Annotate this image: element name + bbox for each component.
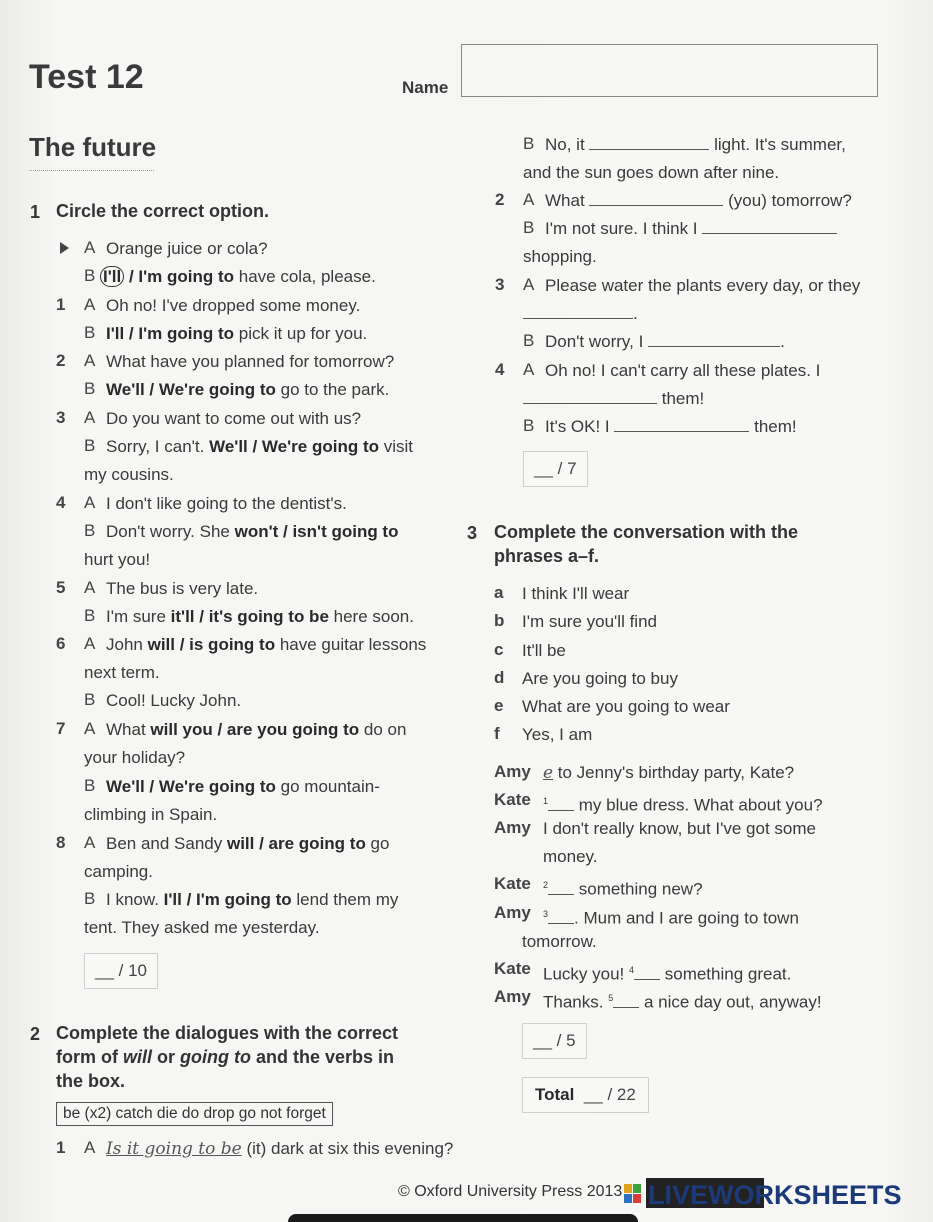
conv-line-2[interactable]: $^1$ my blue dress. What about you? — [543, 795, 823, 815]
copyright-text: © Oxford University Press 2013 — [398, 1183, 623, 1200]
conv-line-5[interactable]: $^3$ . Mum and I are going to town — [543, 908, 799, 928]
example-marker-icon — [60, 242, 69, 254]
section2-score: __ / 7 — [523, 451, 588, 487]
phrase-item: What are you going to wear — [522, 697, 730, 716]
section3-heading: Complete the conversation with the phrases a–f. — [494, 522, 799, 566]
phrase-item: Are you going to buy — [522, 669, 678, 688]
item4-line-b[interactable]: Don't worry. She won't / isn't going to — [106, 522, 399, 541]
item8-line-b[interactable]: I know. I'll / I'm going to lend them my — [106, 890, 399, 909]
worksheet-page: Test 12 Name The future 1 Circle the correct option. A Orange juice or cola? B I'll / I'm going to have cola, please. 1 A Oh no! I've dropped some money. B I'll / I'm going to pick it up for you. 2 A What have you planned for tomorrow? B We'll / We're going to go to the park. 3 A Do you want to come out with us? B Sorry, I can't. We'll / We're going to visit my cousins. 4 A I don't like going to the dentist's. B Don't worry. She won't / isn't going to hurt you! 5 A The bus is very late. B I'm sure it'll / it's going to be here soon. 6 A John will / is going to have guitar lessons next term. B Cool! Lucky John. 7 A What will you / are you going to do on your holiday? B We'll / We're going to go mountain- climbing in Spain. 8 A Ben and Sandy will / are going to go camping. B I know. I'll / I'm going to lend them my tent. They asked me yesterday. __ / 10 2 Complete the dialogues with the correct form of will or going to and the verbs in the box. be (x2) catch die do drop go not forget 1 A Is it going to be (it) dark at six this evening? B No, it light. It's summer, and the sun goes down after nine. 2 A What (you) tomorrow? B I'm not sure. I think I shopping. 3 A Please water the plants every day, or they . B Don't worry, I . 4 A Oh no! I can't carry all these plates. I them! B It's OK! I them! __ / 7 3 Complete the conversation with the phrases a–f. a I think I'll wear b I'm sure you'll find c It'll be d Are you going to buy e What are you going to wear f Yes, I am Amy e to Jenny's birthday party, Kate? Kate $^1$ my blue dress. What about you? Amy I don't really know, but I've got some money. Kate $^2$ something new? Amy $^3$ . Mum and I are going to town tomorrow. Kate Lucky you! $^4$ something great. Amy Thanks. $^5$ a nice day out, anyway! __ / 5 Total __ / 22 © Oxford University Press 2013 LIVEWORKSHEETS — [0, 0, 933, 1222]
s2-q3-line-a: Please water the plants every day, or they — [545, 276, 861, 295]
conv-line-1[interactable]: e to Jenny's birthday party, Kate? — [543, 763, 795, 783]
item1-line-b[interactable]: I'll / I'm going to pick it up for you. — [106, 324, 368, 343]
phrase-item: I think I'll wear — [522, 584, 630, 603]
name-input-box[interactable] — [461, 44, 878, 97]
item6-line-b: Cool! Lucky John. — [106, 691, 242, 710]
section1-number: 1 — [30, 202, 41, 222]
circled-answer: I'll — [100, 266, 124, 287]
item3-line-a: Do you want to come out with us? — [106, 409, 362, 428]
liveworksheets-watermark: LIVEWORKSHEETS — [648, 1180, 902, 1210]
section2-number: 2 — [30, 1024, 41, 1044]
section3-score: __ / 5 — [522, 1023, 587, 1059]
item2-line-a: What have you planned for tomorrow? — [106, 352, 395, 371]
s2-q2-line-b[interactable]: I'm not sure. I think I — [545, 218, 837, 240]
item6-line-a[interactable]: John will / is going to have guitar lessons — [106, 635, 427, 654]
conv-line-3: I don't really know, but I've got some — [543, 819, 816, 838]
s2-q2-line-a[interactable]: What (you) tomorrow? — [545, 191, 852, 210]
item5-line-a: The bus is very late. — [106, 579, 259, 598]
bottom-edge-bar — [288, 1214, 638, 1222]
s2-q1-line-b[interactable]: No, it light. It's summer, — [545, 135, 846, 154]
s2-q1-line-a[interactable]: Is it going to be (it) dark at six this evening? — [106, 1139, 454, 1159]
section2-heading: Complete the dialogues with the correct form of will or going to and the verbs in the box. — [56, 1023, 399, 1091]
phrase-item: I'm sure you'll find — [522, 612, 657, 631]
phrase-item: It'll be — [522, 641, 566, 660]
handwritten-answer: Is it going to be — [106, 1139, 242, 1159]
item7-line-a[interactable]: What will you / are you going to do on — [106, 720, 407, 739]
item2-line-b[interactable]: We'll / We're going to go to the park. — [106, 380, 390, 399]
s2-q3-line-b[interactable]: Don't worry, I . — [545, 332, 785, 351]
name-label: Name — [402, 78, 449, 97]
item5-line-b[interactable]: I'm sure it'll / it's going to be here soon. — [106, 607, 414, 626]
verb-word-box: be (x2) catch die do drop go not forget — [56, 1102, 333, 1126]
conv-line-4[interactable]: $^2$ something new? — [543, 879, 703, 899]
subtitle-divider — [29, 170, 154, 171]
item8-line-a[interactable]: Ben and Sandy will / are going to go — [106, 834, 390, 853]
item7-line-b[interactable]: We'll / We're going to go mountain- — [106, 777, 380, 796]
test-title: Test 12 — [29, 58, 144, 96]
item3-line-b[interactable]: Sorry, I can't. We'll / We're going to visit — [106, 437, 413, 456]
section1-score: __ / 10 — [84, 953, 158, 989]
s2-q4-line-a: Oh no! I can't carry all these plates. I — [545, 361, 821, 380]
conv-line-6[interactable]: Lucky you! $^4$ something great. — [543, 964, 792, 984]
item4-line-a: I don't like going to the dentist's. — [106, 494, 347, 513]
liveworksheets-logo-icon — [624, 1184, 642, 1204]
section1-heading: Circle the correct option. — [56, 201, 270, 221]
item1-line-a: Oh no! I've dropped some money. — [106, 296, 361, 315]
total-score: Total __ / 22 — [522, 1077, 649, 1113]
page-subtitle: The future — [29, 132, 157, 162]
example-line-b: I'll / I'm going to have cola, please. — [100, 266, 376, 288]
section3-number: 3 — [467, 523, 478, 543]
s2-q4-line-b[interactable]: It's OK! I them! — [545, 417, 797, 436]
conv-line-7[interactable]: Thanks. $^5$ a nice day out, anyway! — [543, 992, 822, 1012]
example-line-a: Orange juice or cola? — [106, 239, 268, 258]
phrase-item: Yes, I am — [522, 725, 593, 744]
